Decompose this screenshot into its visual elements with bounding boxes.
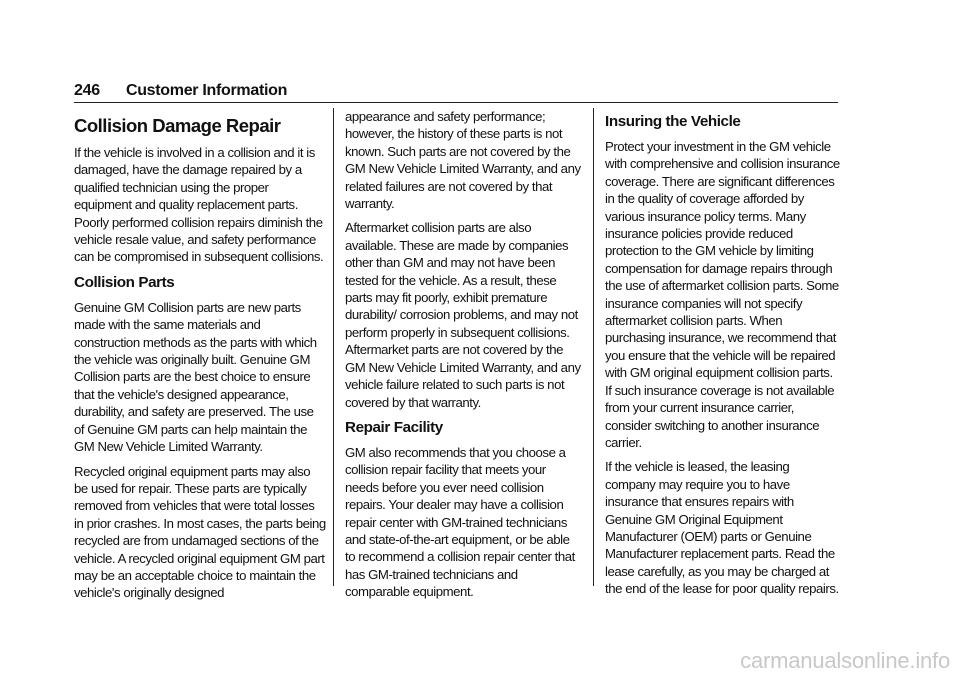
subsection-title-collision-parts: Collision Parts	[74, 273, 175, 291]
paragraph-insurance-coverage: Protect your investment in the GM vehicle with comprehensive and collision insurance coverage. There are significant differences in the quality of coverage afforded by various insurance policy terms. Many insurance policies provide reduced protection to the GM vehicle by limiting compensation for damage repairs through the use of aftermarket collision parts. Some insurance companies will not specify aftermarket collision parts. When purchasing insurance, we recommend that you ensure that the vehicle will be repaired with GM original equipment collision parts. If such insurance coverage is not available from your current insurance carrier, consider switching to another insurance carrier.	[605, 139, 840, 450]
page-number: 246	[74, 82, 100, 99]
paragraph-aftermarket-parts: Aftermarket collision parts are also available. These are made by companies other than GM and may not have been tested for the vehicle. As a result, these parts may fit poorly, exhibit premature durability/ corrosion problems, and may not perform properly in subsequent collisions. Aftermarket parts are not covered by the GM New Vehicle Limited Warranty, and any vehicle failure related to such parts is not covered by that warranty.	[345, 220, 581, 410]
section-title-collision-damage-repair: Collision Damage Repair	[74, 115, 281, 136]
paragraph-leased-vehicle: If the vehicle is leased, the leasing company may require you to have insurance that ensures repairs with Genuine GM Original Equipment Manufacturer (OEM) parts or Genuine Manufacturer replacement parts. Read the lease carefully, as you may be charged at the end of the lease for poor quality repairs.	[605, 459, 839, 597]
header-rule	[74, 102, 838, 103]
paragraph-recycled-parts: Recycled original equipment parts may also be used for repair. These parts are typically removed from vehicles that were total losses in prior crashes. In most cases, the parts being recycled are from undamaged sections of the vehicle. A recycled original equipment GM part may be an acceptable choice to maintain the vehicle's originally designed	[74, 463, 326, 601]
column-2	[345, 108, 581, 608]
column-divider-1	[333, 108, 334, 586]
column-3	[605, 108, 841, 605]
page-header	[74, 82, 287, 104]
watermark-text: carmanualsonline.info	[740, 648, 950, 673]
paragraph-collision-intro: If the vehicle is involved in a collision and it is damaged, have the damage repaired by a qualified technician using the proper equipment and quality replacement parts. Poorly performed collision repairs diminish the vehicle resale value, and safety performance can be compromised in subsequent collisions.	[74, 145, 324, 265]
paragraph-recycled-parts-continued: appearance and safety performance; however, the history of these parts is not known. Such parts are not covered by the GM New Vehicle Limited Warranty, and any related failures are not covered by that warranty.	[345, 109, 581, 212]
column-1	[74, 108, 326, 609]
header-section-title: Customer Information	[125, 82, 288, 99]
paragraph-repair-facility: GM also recommends that you choose a collision repair facility that meets your needs before you ever need collision repairs. Your dealer may have a collision repair center with GM-trained technicians and state-of-the-art equipment, or be able to recommend a collision repair center that has GM-trained technicians and comparable equipment.	[345, 444, 575, 600]
paragraph-genuine-parts: Genuine GM Collision parts are new parts made with the same materials and construction methods as the parts with which the vehicle was originally built. Genuine GM Collision parts are the best choice to ensure that the vehicle's designed appearance, durability, and safety are preserved. The use of Genuine GM parts can help maintain the GM New Vehicle Limited Warranty.	[74, 299, 317, 455]
column-divider-2	[593, 108, 594, 586]
subsection-title-insuring-the-vehicle: Insuring the Vehicle	[605, 113, 741, 130]
subsection-title-repair-facility: Repair Facility	[345, 418, 443, 436]
